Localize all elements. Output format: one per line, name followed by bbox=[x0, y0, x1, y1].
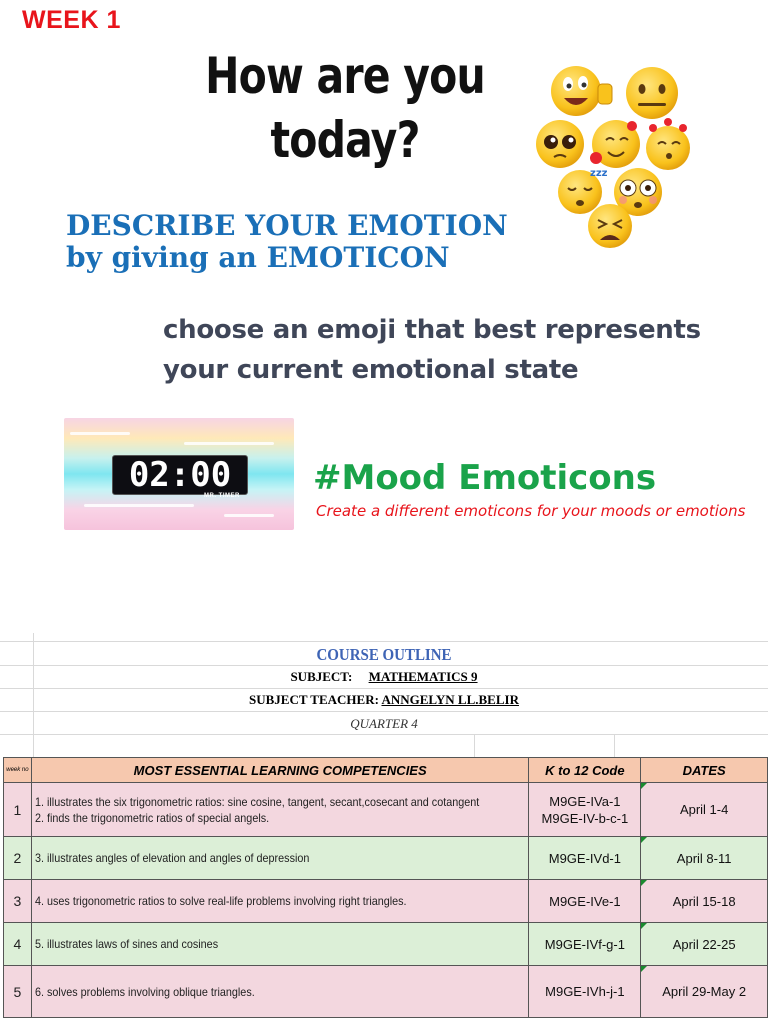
competencies-table bbox=[3, 757, 768, 1018]
neutral-face-emoji bbox=[626, 67, 678, 119]
describe-line-1: DESCRIBE YOUR EMOTION bbox=[66, 209, 508, 242]
competency-text: 6. solves problems involving oblique triangles. bbox=[34, 984, 255, 999]
competency-text: 5. illustrates laws of sines and cosines bbox=[34, 937, 218, 951]
light-streak bbox=[84, 504, 194, 507]
table-row bbox=[4, 923, 768, 966]
competency-text: 2. finds the trigonometric ratios of special angels. bbox=[34, 810, 269, 825]
smiling-hearts-emoji bbox=[590, 120, 640, 168]
headline-line-1: How are you bbox=[205, 47, 485, 105]
instruction-line-1: choose an emoji that best represents bbox=[163, 315, 701, 345]
column-header-competencies: MOST ESSENTIAL LEARNING COMPETENCIES bbox=[31, 758, 529, 783]
teacher-line bbox=[0, 692, 768, 708]
light-streak bbox=[184, 442, 274, 445]
grid-line bbox=[0, 641, 768, 642]
grid-line bbox=[0, 711, 768, 712]
describe-emotion-heading bbox=[66, 210, 508, 274]
code-cell bbox=[529, 880, 641, 923]
describe-line-2: by giving an EMOTICON bbox=[66, 241, 450, 274]
competency-text: 1. illustrates the six trigonometric ratios: sine cosine, tangent, secant,cosecant and cotangent bbox=[34, 794, 480, 809]
competency-cell bbox=[31, 966, 529, 1018]
timer-display: 02:00 bbox=[112, 455, 248, 495]
code-cell bbox=[529, 966, 641, 1018]
code-text: M9GE-IVh-j-1 bbox=[545, 984, 625, 999]
weary-face-emoji bbox=[588, 204, 632, 248]
kissing-hearts-emoji bbox=[646, 118, 690, 170]
mood-emoticons-title: #Mood Emoticons bbox=[313, 458, 657, 498]
table-header-row bbox=[4, 758, 768, 783]
course-outline-sheet bbox=[0, 633, 768, 1024]
column-header-code: K to 12 Code bbox=[529, 758, 641, 783]
headline-line-2: today? bbox=[270, 111, 420, 169]
quarter-label: QUARTER 4 bbox=[350, 716, 418, 731]
grid-line bbox=[0, 665, 768, 666]
code-text: M9GE-IV-b-c-1 bbox=[541, 810, 629, 826]
code-cell bbox=[529, 783, 641, 837]
instruction-text bbox=[163, 310, 701, 390]
table-row bbox=[4, 783, 768, 837]
subject-line bbox=[0, 669, 768, 685]
code-cell bbox=[529, 923, 641, 966]
pleading-face-emoji bbox=[536, 120, 584, 168]
grid-line bbox=[614, 734, 615, 757]
competency-cell bbox=[31, 783, 529, 837]
headline bbox=[185, 44, 505, 172]
course-outline-title: COURSE OUTLINE bbox=[316, 645, 452, 664]
column-header-dates: DATES bbox=[641, 758, 768, 783]
teacher-value: ANNGELYN LL.BELIR bbox=[381, 692, 519, 707]
competency-cell bbox=[31, 837, 529, 880]
competency-cell bbox=[31, 923, 529, 966]
subject-label: SUBJECT: bbox=[290, 669, 353, 684]
instruction-line-2: your current emotional state bbox=[163, 355, 579, 385]
week-number: 3 bbox=[4, 880, 32, 923]
column-header-week: week no bbox=[4, 758, 32, 783]
competency-text: 4. uses trigonometric ratios to solve real-life problems involving right triangles. bbox=[34, 894, 407, 908]
timer-brand: MR. TIMER bbox=[204, 493, 240, 499]
table-row bbox=[4, 837, 768, 880]
light-streak bbox=[70, 432, 130, 435]
code-text: M9GE-IVa-1 bbox=[549, 793, 621, 809]
light-streak bbox=[224, 514, 274, 517]
date-cell: April 22-25 bbox=[641, 923, 768, 966]
svg-text:zzz: zzz bbox=[590, 168, 608, 179]
date-cell: April 29-May 2 bbox=[641, 966, 768, 1018]
grinning-thumbs-up-emoji bbox=[551, 66, 612, 116]
countdown-timer-image bbox=[64, 418, 294, 530]
code-cell bbox=[529, 837, 641, 880]
date-cell: April 15-18 bbox=[641, 880, 768, 923]
date-cell: April 1-4 bbox=[641, 783, 768, 837]
table-row bbox=[4, 880, 768, 923]
week-number: 2 bbox=[4, 837, 32, 880]
code-text: M9GE-IVe-1 bbox=[549, 893, 621, 909]
date-cell: April 8-11 bbox=[641, 837, 768, 880]
teacher-label: SUBJECT TEACHER: bbox=[249, 692, 379, 707]
week-number: 4 bbox=[4, 923, 32, 966]
table-row bbox=[4, 966, 768, 1018]
week-label: WEEK 1 bbox=[22, 6, 121, 34]
code-text: M9GE-IVf-g-1 bbox=[544, 936, 625, 952]
subject-value: MATHEMATICS 9 bbox=[368, 669, 478, 684]
week-number: 5 bbox=[4, 966, 32, 1018]
emoji-cluster bbox=[528, 58, 698, 258]
grid-line bbox=[474, 734, 475, 757]
competency-text: 3. illustrates angles of elevation and angles of depression bbox=[34, 851, 310, 865]
week-number: 1 bbox=[4, 783, 32, 837]
mood-emoticons-subtitle: Create a different emoticons for your moods or emotions bbox=[316, 502, 746, 520]
code-text: M9GE-IVd-1 bbox=[548, 850, 621, 866]
grid-line bbox=[0, 734, 768, 735]
competency-cell bbox=[31, 880, 529, 923]
grid-line bbox=[0, 688, 768, 689]
